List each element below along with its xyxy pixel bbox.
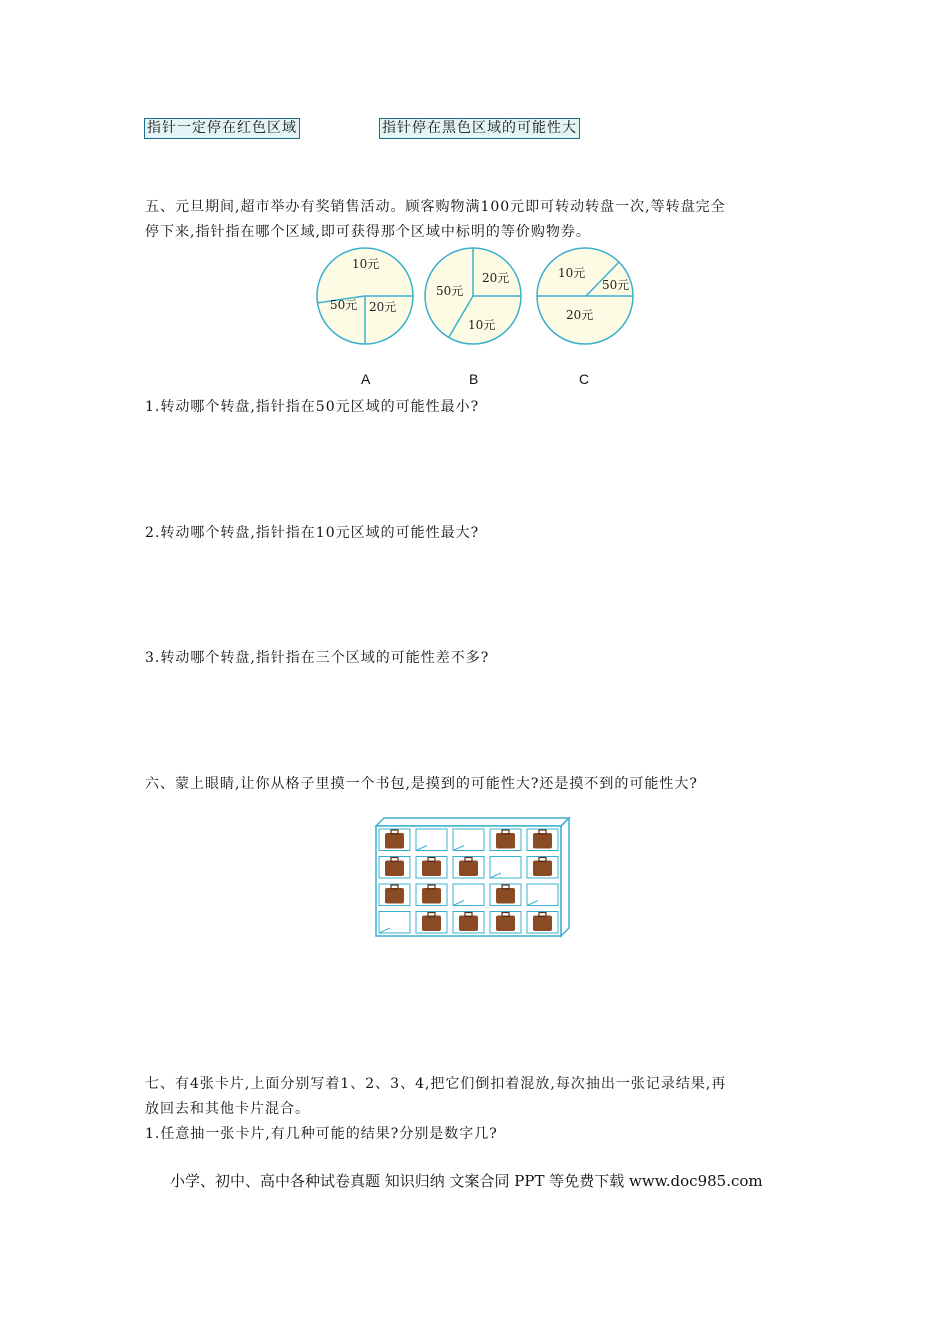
spinner-diagrams bbox=[300, 240, 650, 350]
spinner-a bbox=[317, 248, 413, 344]
schoolbag-icon bbox=[496, 888, 515, 904]
q7-line2: 放回去和其他卡片混合。 bbox=[145, 1101, 310, 1117]
bookshelf-diagram bbox=[370, 812, 580, 947]
spinner-c-20: 20元 bbox=[566, 308, 594, 322]
q5-sub3: 3.转动哪个转盘,指针指在三个区域的可能性差不多? bbox=[145, 650, 490, 666]
spinner-label-c: C bbox=[579, 371, 590, 387]
spinner-c-10: 10元 bbox=[558, 266, 586, 280]
schoolbag-icon bbox=[533, 916, 552, 932]
spinner-a-10: 10元 bbox=[352, 257, 380, 271]
shelf-top bbox=[376, 818, 569, 826]
schoolbag-icon bbox=[459, 916, 478, 932]
spinner-a-50: 50元 bbox=[330, 298, 358, 312]
schoolbag-icon bbox=[496, 833, 515, 849]
schoolbag-icon bbox=[422, 861, 441, 877]
q5-sub1: 1.转动哪个转盘,指针指在50元区域的可能性最小? bbox=[145, 399, 480, 415]
spinner-b bbox=[425, 248, 521, 344]
shelf-side bbox=[561, 818, 569, 936]
q7-line1: 七、有4张卡片,上面分别写着1、2、3、4,把它们倒扣着混放,每次抽出一张记录结果,再 bbox=[145, 1076, 727, 1092]
schoolbag-icon bbox=[533, 833, 552, 849]
q5-sub2: 2.转动哪个转盘,指针指在10元区域的可能性最大? bbox=[145, 525, 480, 541]
spinner-label-b: B bbox=[469, 371, 479, 387]
spinner-a-20: 20元 bbox=[369, 300, 397, 314]
footer-text: 小学、初中、高中各种试卷真题 知识归纳 文案合同 PPT 等免费下载 www.doc985.com bbox=[170, 1172, 763, 1190]
option-box-a: 指针一定停在红色区域 bbox=[144, 118, 300, 139]
schoolbag-icon bbox=[459, 861, 478, 877]
schoolbag-icon bbox=[422, 916, 441, 932]
spinner-b-20: 20元 bbox=[482, 271, 510, 285]
spinner-label-a: A bbox=[361, 371, 371, 387]
schoolbag-icon bbox=[422, 888, 441, 904]
schoolbag-icon bbox=[385, 833, 404, 849]
q7-sub1: 1.任意抽一张卡片,有几种可能的结果?分别是数字几? bbox=[145, 1126, 498, 1142]
schoolbag-icon bbox=[496, 916, 515, 932]
schoolbag-icon bbox=[385, 861, 404, 877]
schoolbag-icon bbox=[385, 888, 404, 904]
option-box-b: 指针停在黑色区域的可能性大 bbox=[379, 118, 580, 139]
q6-text: 六、蒙上眼睛,让你从格子里摸一个书包,是摸到的可能性大?还是摸不到的可能性大? bbox=[145, 776, 698, 792]
schoolbag-icon bbox=[533, 861, 552, 877]
q5-line1: 五、元旦期间,超市举办有奖销售活动。顾客购物满100元即可转动转盘一次,等转盘完全 bbox=[145, 199, 726, 215]
spinner-b-10: 10元 bbox=[468, 318, 496, 332]
spinner-b-50: 50元 bbox=[436, 284, 464, 298]
q5-line2: 停下来,指针指在哪个区域,即可获得那个区域中标明的等价购物券。 bbox=[145, 224, 591, 240]
spinner-c-50: 50元 bbox=[602, 278, 630, 292]
spinner-c bbox=[537, 248, 633, 344]
